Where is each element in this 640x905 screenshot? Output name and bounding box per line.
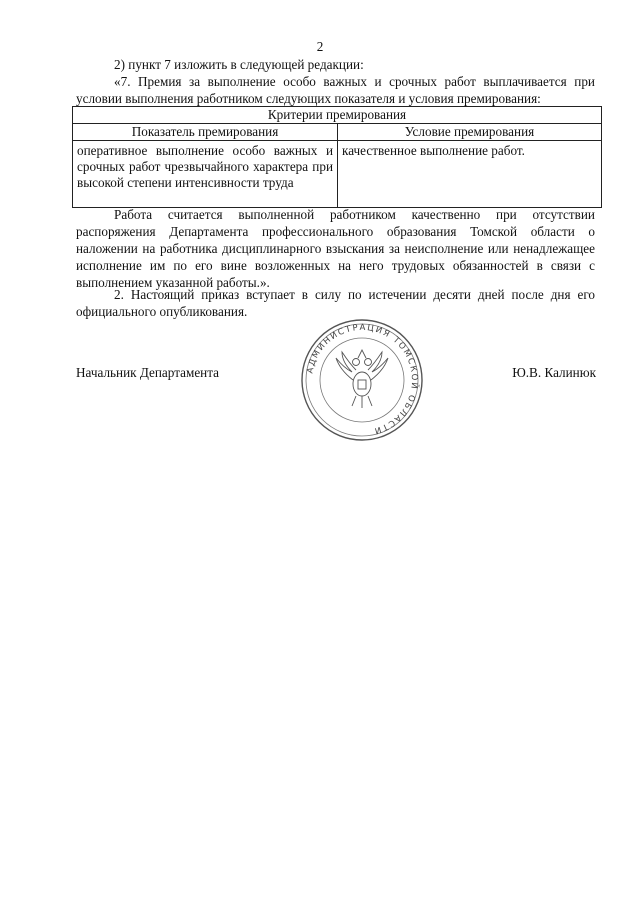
- paragraph-work-done: Работа считается выполненной работником качественно при отсутствии распоряжения Департамента профессионального образования Томской области о наложении на работника дисциплинарного взыскания за неисполнение или ненадлежащее исполнение им по его вине возложенных на него трудовых обязанностей в связи с выполнением указанной работы.».: [76, 207, 595, 290]
- table-cell-indicator: оперативное выполнение особо важных и срочных работ чрезвычайного характера при высокой степени интенсивности труда: [73, 141, 338, 208]
- paragraph-effective-date: 2. Настоящий приказ вступает в силу по истечении десяти дней после дня его официального опубликования.: [76, 287, 595, 319]
- page-number: 2: [316, 39, 324, 54]
- criteria-table: [72, 106, 602, 208]
- signature-name: Ю.В. Калинюк: [512, 365, 596, 380]
- table-header-indicator: Показатель премирования: [73, 124, 338, 141]
- table-title: Критерии премирования: [73, 107, 602, 124]
- paragraph-item-7-intro: «7. Премия за выполнение особо важных и срочных работ выплачивается при условии выполнения работником следующих показателя и условия премирования:: [76, 74, 595, 106]
- table-row: [73, 141, 602, 208]
- seal-text: АДМИНИСТРАЦИЯ ТОМСКОЙ ОБЛАСТИ: [305, 322, 420, 436]
- official-seal-icon: [300, 318, 424, 442]
- paragraph-item-2: 2) пункт 7 изложить в следующей редакции:: [114, 57, 364, 72]
- table-header-condition: Условие премирования: [338, 124, 602, 141]
- table-cell-condition: качественное выполнение работ.: [338, 141, 602, 208]
- signature-position: Начальник Департамента: [76, 365, 220, 380]
